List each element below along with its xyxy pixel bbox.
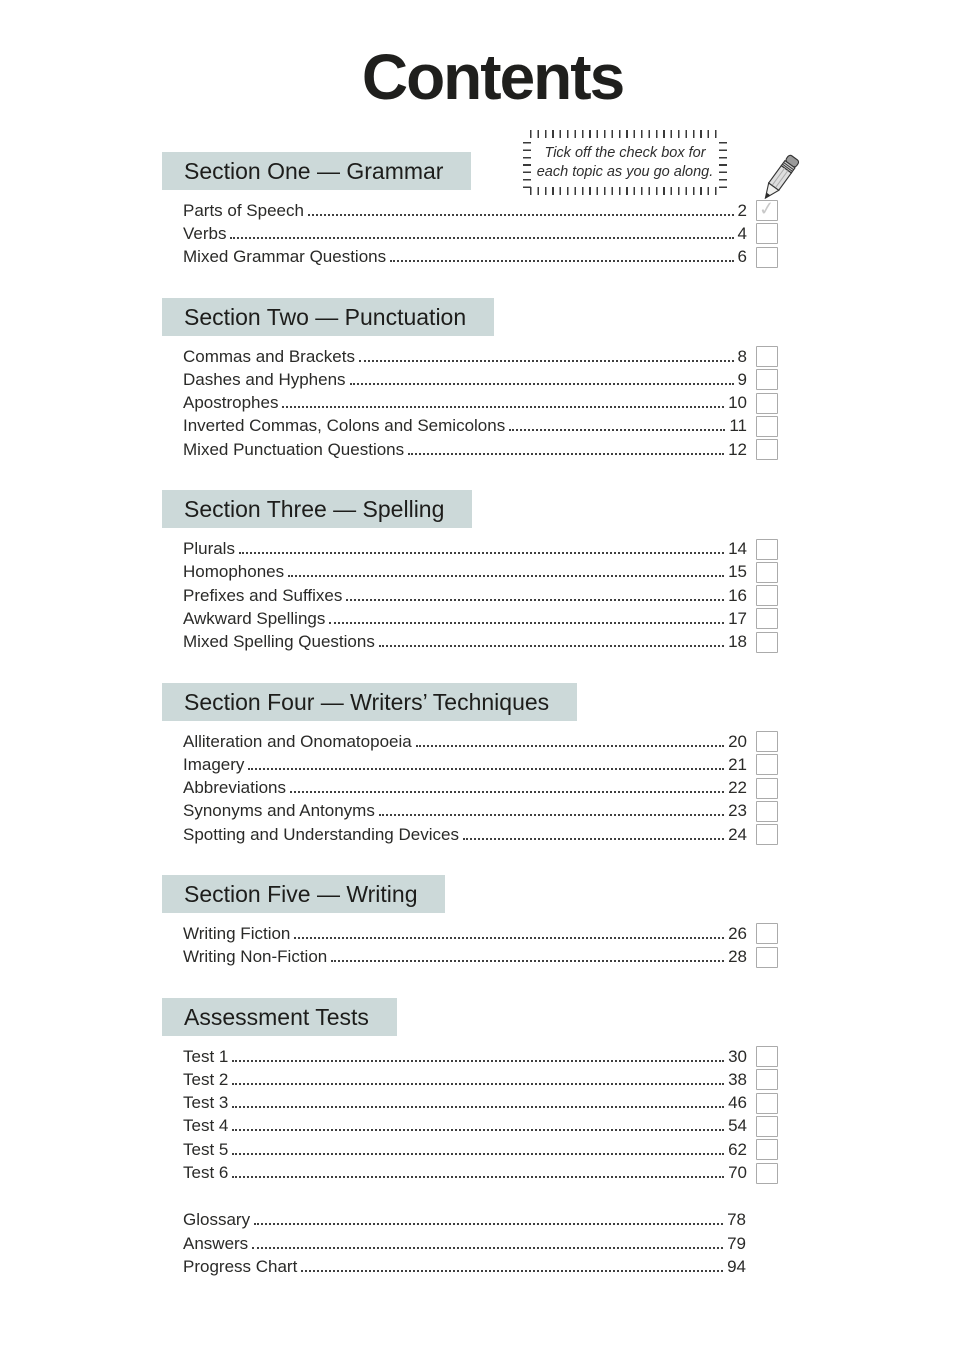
dotted-leader <box>329 622 724 624</box>
dotted-leader <box>232 1176 724 1178</box>
entry-label: Spotting and Understanding Devices <box>183 824 459 844</box>
dotted-leader <box>248 768 724 770</box>
entry-page-number: 24 <box>728 824 747 844</box>
entry-page-number: 11 <box>729 416 747 436</box>
checkbox[interactable] <box>756 632 778 653</box>
entry-label: Test 1 <box>183 1046 229 1066</box>
entry-label: Plurals <box>183 539 235 559</box>
toc-entry <box>183 1045 778 1068</box>
checkbox[interactable] <box>756 439 778 460</box>
toc-entry <box>183 1255 746 1278</box>
dotted-leader <box>232 1060 724 1062</box>
dotted-leader <box>359 360 734 362</box>
check-tick-icon: ✓ <box>757 198 776 221</box>
toc-entry <box>183 1161 778 1184</box>
toc-entry <box>183 1138 778 1161</box>
entry-page-number: 54 <box>728 1116 747 1136</box>
checkbox[interactable] <box>756 824 778 845</box>
entry-label: Test 6 <box>183 1163 229 1183</box>
entry-page-number: 17 <box>728 608 747 628</box>
entry-page-number: 22 <box>728 778 747 798</box>
dotted-leader <box>301 1270 723 1272</box>
toc-entry <box>183 1209 746 1232</box>
section-punctuation <box>162 298 778 461</box>
toc-entry <box>183 823 778 846</box>
section-entries <box>162 199 778 269</box>
entry-page-number: 79 <box>727 1233 746 1253</box>
section-header: Section Five — Writing <box>162 875 445 913</box>
toc-entry <box>183 368 778 391</box>
checkbox[interactable] <box>756 539 778 560</box>
dotted-leader <box>350 383 734 385</box>
section-writers-techniques <box>162 683 778 846</box>
entry-page-number: 23 <box>728 801 747 821</box>
toc-entry <box>183 730 778 753</box>
checkbox[interactable] <box>756 585 778 606</box>
dotted-leader <box>230 237 733 239</box>
back-matter <box>162 1209 778 1279</box>
entry-page-number: 12 <box>728 439 747 459</box>
entry-page-number: 20 <box>728 731 747 751</box>
checkbox[interactable] <box>756 1046 778 1067</box>
entry-label: Abbreviations <box>183 778 287 798</box>
entry-label: Progress Chart <box>183 1256 298 1276</box>
toc-entry <box>183 438 778 461</box>
entry-label: Mixed Spelling Questions <box>183 632 375 652</box>
dotted-leader <box>331 960 724 962</box>
dotted-leader <box>232 1129 724 1131</box>
entry-label: Answers <box>183 1233 249 1253</box>
checkbox[interactable] <box>756 1093 778 1114</box>
entry-page-number: 16 <box>728 585 747 605</box>
entry-label: Prefixes and Suffixes <box>183 585 343 605</box>
hatch-border-left <box>523 137 531 188</box>
entry-page-number: 9 <box>737 369 747 389</box>
entry-page-number: 78 <box>727 1210 746 1230</box>
toc-entry <box>183 1232 746 1255</box>
entry-label: Apostrophes <box>183 393 279 413</box>
checkbox[interactable] <box>756 393 778 414</box>
page-title: Contents <box>361 41 624 113</box>
entry-label: Writing Non-Fiction <box>183 947 328 967</box>
toc-entry <box>183 753 778 776</box>
table-of-contents <box>162 152 778 1279</box>
section-header: Section Two — Punctuation <box>162 298 494 336</box>
entry-label: Test 2 <box>183 1069 229 1089</box>
dotted-leader <box>509 429 725 431</box>
entry-page-number: 94 <box>727 1256 746 1276</box>
dotted-leader <box>408 453 724 455</box>
dotted-leader <box>282 406 724 408</box>
checkbox[interactable] <box>756 801 778 822</box>
dotted-leader <box>346 599 724 601</box>
toc-entry <box>183 607 778 630</box>
toc-entry <box>183 776 778 799</box>
toc-entry <box>183 1115 778 1138</box>
dotted-leader <box>463 838 724 840</box>
entry-label: Writing Fiction <box>183 923 291 943</box>
section-entries <box>162 730 778 846</box>
entry-page-number: 30 <box>728 1046 747 1066</box>
entry-page-number: 70 <box>728 1163 747 1183</box>
section-entries <box>162 922 778 969</box>
toc-entry <box>183 1092 778 1115</box>
entry-page-number: 46 <box>728 1093 747 1113</box>
entry-page-number: 38 <box>728 1069 747 1089</box>
checkbox[interactable] <box>756 223 778 244</box>
hatch-border-top <box>530 130 720 138</box>
toc-entry <box>183 631 778 654</box>
toc-entry <box>183 345 778 368</box>
checkbox[interactable] <box>756 1116 778 1137</box>
toc-entry <box>183 922 778 945</box>
toc-entry <box>183 415 778 438</box>
toc-entry <box>183 800 778 823</box>
entry-label: Mixed Punctuation Questions <box>183 439 405 459</box>
entry-label: Parts of Speech <box>183 200 304 220</box>
entry-page-number: 6 <box>737 247 747 267</box>
checkbox[interactable] <box>756 947 778 968</box>
dotted-leader <box>232 1153 724 1155</box>
entry-label: Inverted Commas, Colons and Semicolons <box>183 416 506 436</box>
section-entries <box>162 345 778 461</box>
section-entries <box>162 1045 778 1185</box>
dotted-leader <box>288 575 724 577</box>
dotted-leader <box>252 1247 723 1249</box>
entry-label: Test 3 <box>183 1093 229 1113</box>
checkbox[interactable] <box>756 247 778 268</box>
toc-entry <box>183 246 778 269</box>
toc-entry <box>183 537 778 560</box>
section-header: Assessment Tests <box>162 998 397 1036</box>
entry-page-number: 8 <box>737 346 747 366</box>
entry-label: Mixed Grammar Questions <box>183 247 387 267</box>
section-spelling <box>162 490 778 653</box>
entry-page-number: 62 <box>728 1139 747 1159</box>
checkbox[interactable] <box>756 608 778 629</box>
dotted-leader <box>254 1223 723 1225</box>
checkbox[interactable] <box>756 1069 778 1090</box>
dotted-leader <box>308 214 734 216</box>
toc-entry <box>183 584 778 607</box>
checkbox[interactable] <box>756 416 778 437</box>
checkbox[interactable] <box>756 923 778 944</box>
entry-label: Awkward Spellings <box>183 608 326 628</box>
section-header: Section Three — Spelling <box>162 490 472 528</box>
section-header: Section One — Grammar <box>162 152 471 190</box>
checkbox[interactable] <box>756 1163 778 1184</box>
hatch-border-bottom <box>530 187 720 195</box>
section-entries <box>162 537 778 653</box>
toc-entry <box>183 946 778 969</box>
section-header: Section Four — Writers’ Techniques <box>162 683 577 721</box>
dotted-leader <box>390 260 733 262</box>
toc-entry <box>183 222 778 245</box>
entry-label: Dashes and Hyphens <box>183 369 346 389</box>
entry-page-number: 2 <box>737 200 747 220</box>
entry-label: Test 5 <box>183 1139 229 1159</box>
checkbox[interactable] <box>756 778 778 799</box>
entry-page-number: 28 <box>728 947 747 967</box>
toc-entry <box>183 199 778 222</box>
entry-page-number: 4 <box>737 223 747 243</box>
entry-page-number: 10 <box>728 393 747 413</box>
toc-entry <box>183 1068 778 1091</box>
entry-label: Verbs <box>183 223 227 243</box>
entry-label: Homophones <box>183 562 285 582</box>
note-line-1: Tick off the check box for <box>544 144 706 161</box>
checkbox[interactable] <box>756 731 778 752</box>
entry-label: Alliteration and Onomatopoeia <box>183 731 412 751</box>
dotted-leader <box>232 1083 724 1085</box>
note-box <box>523 130 727 195</box>
toc-entry <box>183 391 778 414</box>
entry-page-number: 21 <box>728 754 747 774</box>
checkbox[interactable] <box>756 1139 778 1160</box>
entry-label: Commas and Brackets <box>183 346 355 366</box>
hatch-border-right <box>719 137 727 188</box>
entry-page-number: 18 <box>728 632 747 652</box>
dotted-leader <box>232 1106 724 1108</box>
section-writing <box>162 875 778 969</box>
dotted-leader <box>290 791 724 793</box>
dotted-leader <box>416 745 724 747</box>
toc-entry <box>183 561 778 584</box>
checkbox[interactable] <box>756 369 778 390</box>
checkbox[interactable] <box>756 562 778 583</box>
section-assessment-tests <box>162 998 778 1185</box>
note-text <box>533 139 717 186</box>
entry-page-number: 26 <box>728 923 747 943</box>
entry-page-number: 15 <box>728 562 747 582</box>
entry-label: Imagery <box>183 754 245 774</box>
dotted-leader <box>379 645 724 647</box>
dotted-leader <box>379 814 724 816</box>
checkbox[interactable] <box>756 346 778 367</box>
dotted-leader <box>294 937 724 939</box>
note-line-2: each topic as you go along. <box>536 163 714 180</box>
dotted-leader <box>239 552 724 554</box>
checkbox[interactable] <box>756 754 778 775</box>
entry-label: Test 4 <box>183 1116 229 1136</box>
entry-label: Synonyms and Antonyms <box>183 801 375 821</box>
entry-page-number: 14 <box>728 539 747 559</box>
entry-label: Glossary <box>183 1210 251 1230</box>
